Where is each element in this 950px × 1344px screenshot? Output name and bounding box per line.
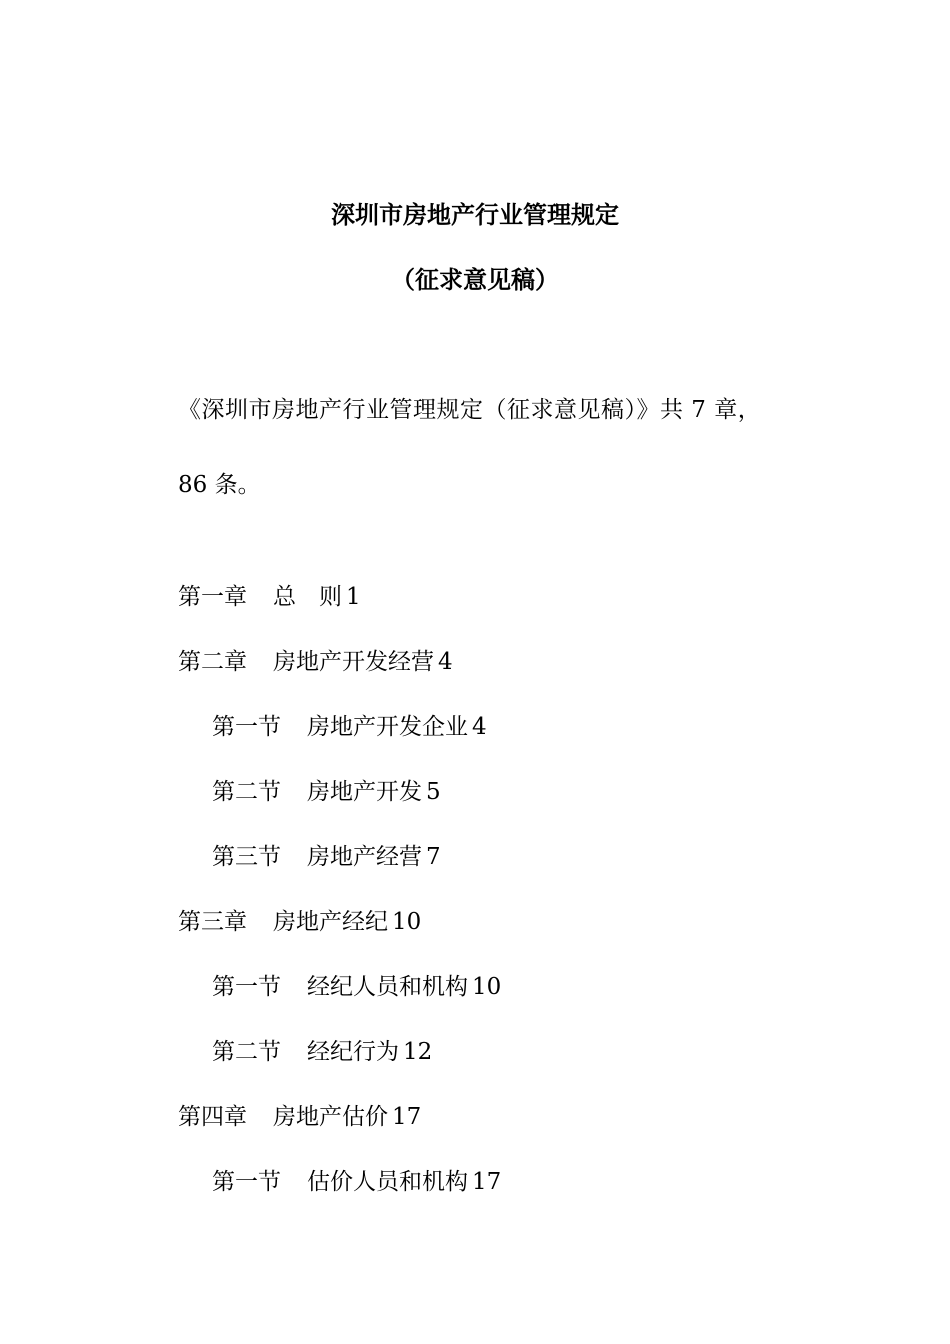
toc-entry-title: 房地产经营 [307,844,422,870]
toc-entry-number: 第一章 [178,584,247,610]
toc-entry-title: 房地产开发 [307,779,422,805]
toc-entry-label [212,777,422,807]
toc-entry-title: 房地产估价 [273,1104,388,1130]
toc-entry-number: 第四章 [178,1104,247,1130]
intro-line-2: 86 条。 [178,472,261,498]
document-subtitle: （征求意见稿） [391,265,559,294]
toc-entry-title: 房地产开发经营 [273,649,434,675]
toc-entry-label [178,1102,388,1132]
toc-entry-label [212,712,468,742]
toc-entry-title: 经纪行为 [307,1039,399,1065]
toc-entry-number: 第二节 [212,779,281,805]
toc-entry-page: 1 [346,584,361,610]
toc-entry-label [212,1037,399,1067]
toc-entry-number: 第一节 [212,1169,281,1195]
toc-entry-title: 估价人员和机构 [307,1169,468,1195]
toc-entry-page: 17 [392,1104,422,1130]
toc-entry-page: 10 [392,909,422,935]
document-title: 深圳市房地产行业管理规定 [331,200,619,229]
toc-entry-number: 第二节 [212,1039,281,1065]
intro-line-1: 《深圳市房地产行业管理规定（征求意见稿）》共 7 章， [178,397,762,423]
toc-entry-page: 4 [472,714,487,740]
toc-entry-page: 10 [472,974,502,1000]
toc-entry-label [178,647,434,677]
toc-entry-page: 12 [403,1039,433,1065]
toc-entry-number: 第一节 [212,714,281,740]
toc-entry-label [212,972,468,1002]
toc-entry-label [178,582,342,612]
toc-entry-title: 总 则 [273,584,342,610]
toc-entry-number: 第三章 [178,909,247,935]
toc-entry-page: 4 [438,649,453,675]
toc-entry-number: 第二章 [178,649,247,675]
toc-entry-page: 5 [426,779,441,805]
toc-entry-title: 房地产开发企业 [307,714,468,740]
toc-entry-title: 经纪人员和机构 [307,974,468,1000]
toc-entry-label [212,1167,468,1197]
toc-entry-title: 房地产经纪 [273,909,388,935]
toc-entry-label [178,907,388,937]
toc-entry-number: 第三节 [212,844,281,870]
toc-entry-page: 7 [426,844,441,870]
toc-entry-label [212,842,422,872]
toc-entry-number: 第一节 [212,974,281,1000]
toc-entry-page: 17 [472,1169,502,1195]
